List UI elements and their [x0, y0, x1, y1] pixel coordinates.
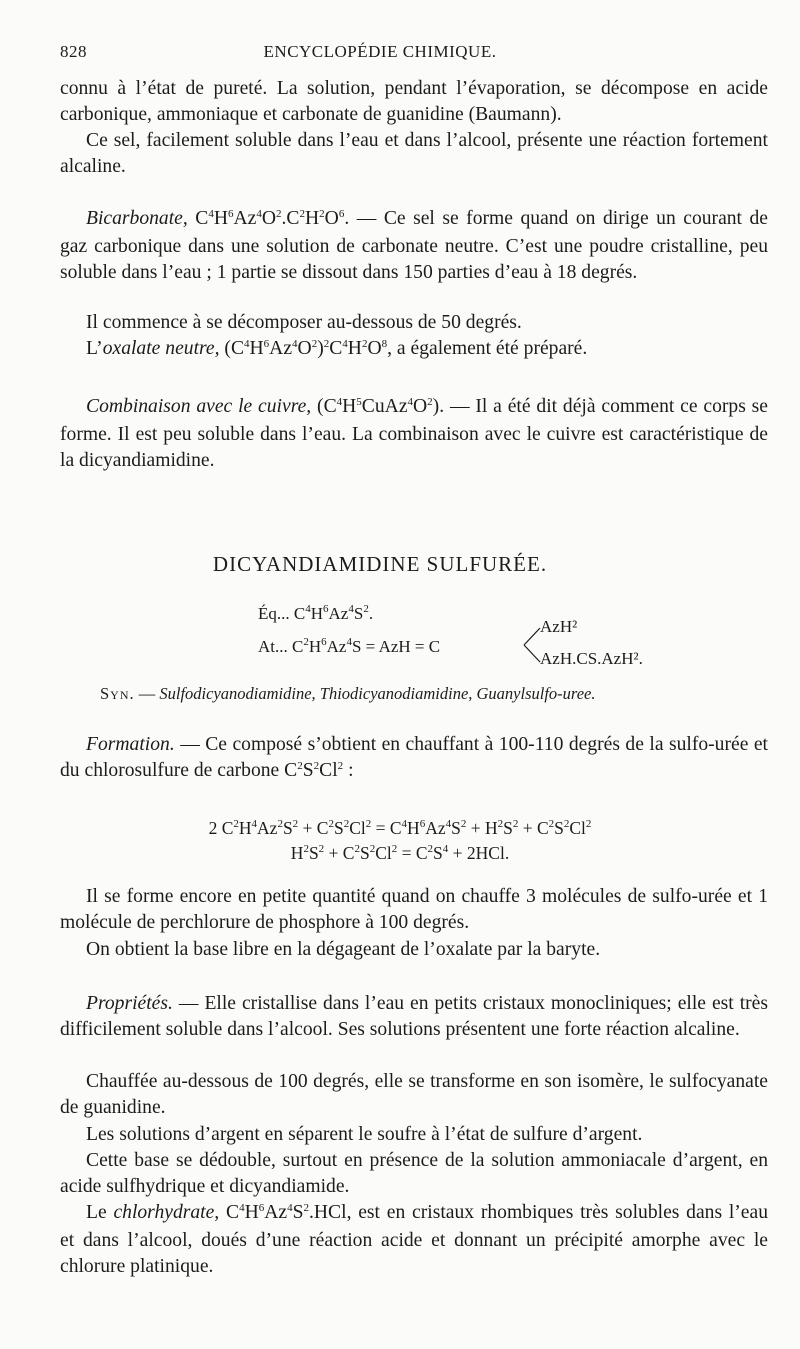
cuivre-text: . — Il a été dit déjà comment ce corps se forme. Il est peu soluble dans l’eau. La combinaison avec le cuivre est caractéristique de la dicyandiamidine. — [60, 396, 768, 471]
section-title: DICYANDIAMIDINE SULFURÉE. — [212, 552, 548, 576]
at-middle: = AzH = C — [365, 637, 441, 656]
oxalate-prefix: L’ — [86, 338, 103, 359]
formula-chlorosulfure: $C^2S^2Cl^2$ — [284, 760, 344, 781]
paragraph-oxalate — [60, 336, 768, 364]
term-proprietes: Propriétés. — [86, 993, 173, 1014]
paragraph-cuivre — [60, 394, 768, 474]
syn-names: Sulfodicyanodiamidine, Thiodicyanodiamidine, Guanylsulfo-uree. — [159, 684, 596, 703]
formula-chlorhydrate: $C^4H^6Az^4S^2.HCl$ — [226, 1202, 347, 1223]
term-oxalate: oxalate neutre, — [102, 338, 220, 359]
eq-label: Éq... — [258, 604, 290, 623]
at-branch-bottom: AzH.CS.AzH². — [540, 649, 643, 668]
proprietes-text: — Elle cristallise dans l’eau en petits cristaux monocliniques; elle est très difficilement soluble dans l’alcool. Ses solutions présentent une forte réaction alcaline. — [60, 993, 768, 1040]
syn-label: Syn. — [100, 684, 135, 703]
formula-cuivre: $(C^4H^5CuAz^4O^2)$ — [317, 396, 440, 417]
oxalate-suffix: , a également été préparé. — [387, 338, 588, 359]
formation-colon: : — [348, 760, 354, 781]
formula-atomic: At... $C^2H^6Az^4S$ = AzH = C — [258, 636, 441, 656]
formation-text: — Ce composé s’obtient en chauffant à 100-110 degrés de la sulfo-urée et du chlorosulfure de carbone — [60, 734, 768, 781]
synonyms-line — [100, 684, 596, 704]
bicarbonate-text: — Ce sel se forme quand on dirige un courant de gaz carbonique dans une solution de carbonate neutre. C’est une poudre cristalline, peu soluble dans l’eau ; 1 partie se dissout dans 150 parties d’eau à 18 degrés. — [60, 208, 768, 283]
formula-oxalate: $(C^4H^6Az^4O^2)^2C^4H^2O^8$ — [224, 338, 388, 359]
paragraph-proprietes — [60, 991, 768, 1043]
paragraph-chlorhydrate — [60, 1200, 768, 1280]
at-branch-top: AzH² — [540, 617, 578, 636]
running-title: ENCYCLOPÉDIE CHIMIQUE. — [263, 42, 497, 61]
paragraph-formation — [60, 732, 768, 786]
paragraph-sel-soluble: Ce sel, facilement soluble dans l’eau et dans l’alcool, présente une réaction fortement alcaline. — [60, 130, 768, 177]
term-formation: Formation. — [86, 734, 175, 755]
paragraph-purete: connu à l’état de pureté. La solution, pendant l’évaporation, se décompose en acide carbonique, ammoniaque et carbonate de guanidine (Baumann). — [60, 78, 768, 125]
at-label: At... — [258, 637, 288, 656]
paragraph-chauffee: Chauffée au-dessous de 100 degrés, elle se transforme en son isomère, le sulfocyanate de guanidine. — [60, 1071, 768, 1118]
paragraph-base-libre: On obtient la base libre en la dégageant de l’oxalate par la baryte. — [86, 939, 601, 960]
paragraph-argent: Les solutions d’argent en séparent le soufre à l’état de sulfure d’argent. — [86, 1124, 643, 1145]
term-chlorhydrate: chlorhydrate, — [113, 1202, 220, 1223]
equation-1: 2 $C^2H^4Az^2S^2 + C^2S^2Cl^2 = C^4H^6Az^4S^2 + H^2S^2 + C^2S^2Cl^2$ — [208, 818, 592, 838]
page-number: 828 — [60, 42, 87, 61]
paragraph-dedouble: Cette base se dédouble, surtout en présence de la solution ammoniacale d’argent, en acide sulfhydrique et dicyandiamide. — [60, 1150, 768, 1197]
syn-dash: — — [138, 684, 156, 703]
formula-bicarbonate: $C^4H^6Az^4O^2.C^2H^2O^6$. — [195, 208, 350, 229]
term-bicarbonate: Bicarbonate, — [86, 208, 188, 229]
formula-equivalent: Éq... $C^4H^6Az^4S^2$. — [258, 603, 374, 623]
paragraph-bicarbonate — [60, 206, 768, 286]
equation-2: $H^2S^2 + C^2S^2Cl^2 = C^2S^4 + 2HCl$. — [290, 843, 510, 863]
chlorhydrate-text: , est en cristaux rhombiques très solubles dans l’eau et dans l’alcool, doués d’une réaction acide et donnant un précipité amorphe avec le chlorure platinique. — [60, 1202, 768, 1277]
paragraph-decomposition: Il commence à se décomposer au-dessous de 50 degrés. — [86, 312, 522, 333]
paragraph-encore: Il se forme encore en petite quantité quand on chauffe 3 molécules de sulfo-urée et 1 molécule de perchlorure de phosphore à 100 degrés. — [60, 886, 768, 933]
term-cuivre: Combinaison avec le cuivre, — [86, 396, 312, 417]
bracket-icon — [522, 624, 542, 666]
chlorhydrate-prefix: Le — [86, 1202, 107, 1223]
